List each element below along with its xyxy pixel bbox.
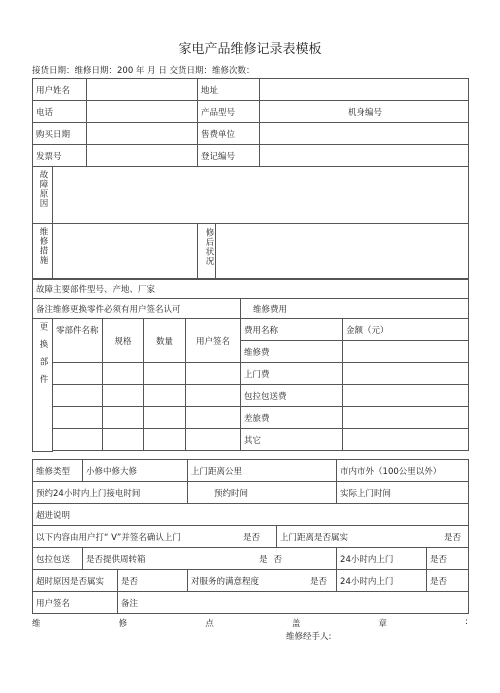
repair-measure-label: 维修措施 — [33, 224, 53, 280]
part-cell[interactable] — [144, 407, 186, 429]
footer-char: 点 — [205, 619, 214, 629]
purchase-date-label: 购买日期 — [33, 123, 87, 145]
yes-no-option[interactable]: 是否 — [118, 570, 188, 592]
part-name-header: 零部件名称 — [53, 319, 103, 363]
fault-cause-value[interactable] — [53, 167, 469, 224]
product-model-label: 产品型号 — [198, 101, 260, 123]
within24-label: 24小时内上门 — [337, 570, 427, 592]
distance-label: 上门距离公里 — [188, 460, 337, 482]
purchase-date-value[interactable] — [87, 123, 198, 145]
sales-unit-value[interactable] — [260, 123, 469, 145]
address-value[interactable] — [260, 79, 469, 101]
parts-remark-label: 备注维修更换零件必须有用户签名认可 — [33, 299, 241, 319]
part-cell[interactable] — [53, 407, 103, 429]
fee-amount-cell[interactable] — [343, 407, 469, 429]
pickup-label: 包拉包送 — [33, 548, 83, 570]
invoice-no-value[interactable] — [87, 145, 198, 167]
footer-char: 维 — [32, 619, 41, 629]
part-cell[interactable] — [103, 429, 144, 451]
part-cell[interactable] — [103, 385, 144, 407]
part-cell[interactable] — [103, 407, 144, 429]
sales-unit-label: 售费单位 — [198, 123, 260, 145]
check-note-label: 以下内容由用户打“ V”并签名确认上门 — [36, 532, 181, 543]
part-cell[interactable] — [53, 429, 103, 451]
yes-no-option[interactable]: 是否 — [444, 532, 462, 543]
part-cell[interactable] — [186, 385, 241, 407]
fault-cause-label: 故障原因 — [33, 167, 53, 224]
part-cell[interactable] — [144, 429, 186, 451]
part-cell[interactable] — [186, 429, 241, 451]
header-dates-line: 接货日期：维修日期：200 年 月 日 交货日期：维修次数： — [32, 66, 255, 76]
user-sign-label: 用户签名 — [33, 592, 118, 614]
phone-label: 电话 — [33, 101, 87, 123]
page-title: 家电产品维修记录表模板 — [178, 42, 322, 57]
fee-amount-cell[interactable] — [343, 363, 469, 385]
appoint-time-label: 预约时间 — [188, 482, 337, 504]
basic-info-table — [32, 78, 469, 280]
footer-char: 修 — [118, 619, 128, 629]
fee-amount-cell[interactable] — [343, 385, 469, 407]
actual-time-label: 实际上门时间 — [337, 482, 469, 504]
handler-label: 维修经手人: — [286, 632, 332, 642]
fee-row-label: 包拉包送费 — [241, 385, 343, 407]
invoice-no-label: 发票号 — [33, 145, 87, 167]
repair-scale-options[interactable]: 小修中修大修 — [83, 460, 188, 482]
footer-stamp-line — [32, 617, 468, 629]
promise-time-label: 预约24小时内上门接电时间 — [33, 482, 188, 504]
address-label: 地址 — [198, 79, 260, 101]
note-label: 备注 — [118, 592, 469, 614]
part-cell[interactable] — [144, 385, 186, 407]
satisfaction-label: 对服务的满意程度 — [191, 576, 260, 587]
post-status-label: 修后状况 — [198, 224, 216, 279]
fee-row-label: 维修费 — [241, 341, 343, 363]
replace-parts-label: 更换部件 — [33, 319, 53, 452]
fee-row-label: 差旅费 — [241, 407, 343, 429]
user-name-label: 用户姓名 — [33, 79, 87, 101]
overdue-true-label: 超时原因是否属实 — [33, 570, 118, 592]
repair-fee-label: 维修费用 — [241, 299, 469, 319]
parts-fee-table — [32, 278, 469, 452]
fee-name-header: 费用名称 — [241, 319, 343, 341]
service-table — [32, 459, 469, 614]
yes-no-option[interactable]: 是否 — [259, 554, 289, 565]
serial-no-label: 机身编号 — [260, 101, 469, 123]
footer-char: : — [465, 617, 468, 627]
overdue-note-label: 超进说明 — [33, 504, 469, 526]
fee-row-label: 上门费 — [241, 363, 343, 385]
yes-no-option[interactable]: 是否 — [427, 548, 469, 570]
phone-value[interactable] — [87, 101, 198, 123]
user-sign-header: 用户签名 — [186, 319, 241, 363]
part-cell[interactable] — [53, 363, 103, 385]
register-no-value[interactable] — [260, 145, 469, 167]
register-no-label: 登记编号 — [198, 145, 260, 167]
part-cell[interactable] — [103, 363, 144, 385]
repair-measure-value[interactable] — [53, 224, 198, 280]
pickup-box-label: 是否提供周转箱 — [86, 554, 146, 565]
repair-type-label: 维修类型 — [33, 460, 83, 482]
part-cell[interactable] — [186, 363, 241, 385]
yes-no-option[interactable]: 是否 — [310, 576, 328, 587]
within24-label: 24小时内上门 — [337, 548, 427, 570]
part-cell[interactable] — [186, 407, 241, 429]
fee-amount-cell[interactable] — [343, 429, 469, 451]
distance-true-label: 上门距离是否属实 — [280, 532, 349, 543]
footer-char: 盖 — [291, 619, 301, 629]
main-parts-label: 故障主要部件型号、产地、厂家 — [33, 279, 469, 299]
spec-header: 规格 — [103, 319, 144, 363]
fee-amount-cell[interactable] — [343, 341, 469, 363]
part-cell[interactable] — [144, 363, 186, 385]
city-scope-options[interactable]: 市内市外（100公里以外） — [337, 460, 469, 482]
amount-header: 金额（元） — [343, 319, 469, 341]
fee-row-label: 其它 — [241, 429, 343, 451]
footer-char: 章 — [378, 619, 388, 629]
part-cell[interactable] — [53, 385, 103, 407]
qty-header: 数量 — [144, 319, 186, 363]
yes-no-option[interactable]: 是否 — [243, 532, 261, 543]
user-name-value[interactable] — [87, 79, 198, 101]
yes-no-option[interactable]: 是否 — [427, 570, 469, 592]
post-status-value[interactable] — [216, 224, 468, 279]
